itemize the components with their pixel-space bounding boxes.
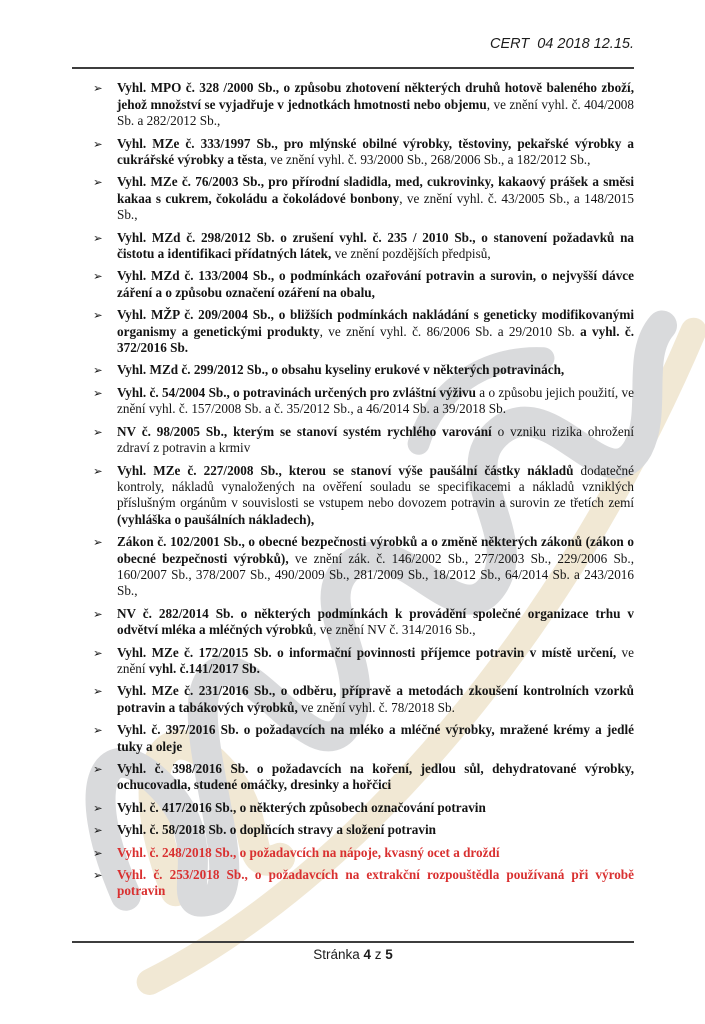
regulation-list [72,80,634,899]
list-item-segment: Vyhl. MZd č. 133/2004 Sb., o podmínkách ozařování potravin a surovin, o nejvyšší dávce záření a o způsobu označení ozáření na obalu, [117,268,634,300]
list-item [72,80,634,129]
arrow-bullet-icon: ➢ [93,81,103,96]
list-item-segment: Vyhl. MZe č. 172/2015 Sb. o informační povinnosti příjemce potravin v místě určení, [117,644,617,660]
list-item-segment: , ve znění vyhl. č. 86/2006 Sb. a 29/2010 Sb. [319,323,581,339]
list-item [72,683,634,716]
list-item-segment: Vyhl. MPO č. 328 /2000 Sb., o způsobu zhotovení některých druhů hotově baleného zboží, jehož množství se vyjadřuje v jednotkách hmotnosti nebo objemu [117,80,634,112]
list-item-segment: Vyhl. MŽP č. 209/2004 Sb., o bližších podmínkách nakládání s geneticky modifikovanými organismy a genetickými produkty [117,307,634,339]
list-item-segment: Vyhl. MZe č. 227/2008 Sb., kterou se stanoví výše paušální částky nákladů [117,462,574,478]
arrow-bullet-icon: ➢ [93,269,103,284]
arrow-bullet-icon: ➢ [93,535,103,550]
list-item-text [117,230,634,263]
list-item-segment: ve znění [117,644,634,676]
list-item-text [117,136,634,169]
arrow-bullet-icon: ➢ [93,823,103,838]
list-item [72,867,634,900]
arrow-bullet-icon: ➢ [93,684,103,699]
list-item-text [117,80,634,129]
list-item-segment: NV č. 282/2014 Sb. o některých podmínkách k provádění společné organizace trhu v odvětví mléka a mléčných výrobků [117,605,634,638]
page-footer-label [313,947,393,962]
list-item-segment: , ve znění vyhl. č. 93/2000 Sb., 268/2006 Sb., a 182/2012 Sb., [263,152,591,168]
list-item-segment: ve znění pozdějších předpisů, [331,246,491,262]
arrow-bullet-icon: ➢ [93,308,103,323]
list-item-segment: Vyhl. MZe č. 231/2016 Sb., o odběru, přípravě a metodách zkoušení kontrolních vzorků potravin a tabákových výrobků, [117,683,634,715]
list-item [72,845,634,861]
list-item [72,362,634,378]
footer-segment: 5 [385,947,393,962]
list-item [72,268,634,301]
arrow-bullet-icon: ➢ [93,645,103,660]
footer-segment: Stránka [313,947,364,962]
list-item-segment: vyhl. č.141/2017 Sb. [148,660,260,676]
list-item-segment: ve znění vyhl. č. 78/2018 Sb. [297,699,455,715]
list-item-segment: o vzniku rizika ohrožení zdraví z potravin a krmiv [117,423,634,456]
arrow-bullet-icon: ➢ [93,230,103,245]
list-item [72,463,634,529]
list-item-text [117,268,634,301]
list-item-segment: Vyhl. MZe č. 333/1997 Sb., pro mlýnské obilné výrobky, těstoviny, pekařské výrobky a cukrářské výrobky a těsta [117,135,634,168]
footer-segment: 4 [363,947,371,962]
arrow-bullet-icon: ➢ [93,175,103,190]
arrow-bullet-icon: ➢ [93,845,103,860]
list-item-text [117,362,634,378]
list-item-text [117,385,634,418]
list-item-segment: Vyhl. MZe č. 76/2003 Sb., pro přírodní sladidla, med, cukrovinky, kakaový prášek a směsi kakaa s cukrem, čokoládu a čokoládové bonbony [117,174,634,206]
list-item [72,800,634,816]
list-item-segment: Vyhl. č. 54/2004 Sb., o potravinách určených pro zvláštní výživu [117,384,476,400]
arrow-bullet-icon: ➢ [93,424,103,439]
arrow-bullet-icon: ➢ [93,385,103,400]
list-item [72,136,634,169]
list-item-segment: Vyhl. č. 398/2016 Sb. o požadavcích na koření, jedlou sůl, dehydratované výrobky, ochucovadla, studené omáčky, dresinky a hořčici [117,761,634,793]
list-item-text [117,606,634,639]
list-item-text [117,800,634,816]
arrow-bullet-icon: ➢ [93,762,103,777]
list-item-text [117,534,634,600]
list-item-text [117,463,634,529]
list-item [72,822,634,838]
list-item-segment: Vyhl. č. 58/2018 Sb. o doplňcích stravy a složení potravin [117,822,436,838]
list-item-segment: (vyhláška o paušálních nákladech), [117,511,315,527]
list-item-segment: Vyhl. č. 253/2018 Sb., o požadavcích na extrakční rozpouštědla používaná při výrobě potravin [117,867,634,899]
list-item-segment: NV č. 98/2005 Sb., kterým se stanoví systém rychlého varování [117,423,492,439]
list-item-text [117,822,634,838]
arrow-bullet-icon: ➢ [93,868,103,883]
list-item [72,307,634,356]
list-item [72,230,634,263]
list-item-segment: , ve znění NV č. 314/2016 Sb., [313,622,476,638]
list-item-segment: Vyhl. č. 397/2016 Sb. o požadavcích na mléko a mléčné výrobky, mražené krémy a jedlé tuky a oleje [117,722,634,754]
arrow-bullet-icon: ➢ [93,800,103,815]
list-item-text [117,645,634,678]
list-item [72,424,634,457]
footer-segment: z [371,947,386,962]
list-item-segment: Vyhl. č. 417/2016 Sb., o některých způsobech označování potravin [117,799,486,815]
list-item [72,606,634,639]
arrow-bullet-icon: ➢ [93,723,103,738]
list-item-segment: dodatečné kontroly, nákladů vynaložených na ověření souladu se specifikacemi a nákladů vzniklých příslušným orgánům v souvislosti se vstupem nebo dovozem potravin a surovin ze třetích zemí [117,462,634,511]
list-item [72,385,634,418]
list-item-text [117,307,634,356]
arrow-bullet-icon: ➢ [93,136,103,151]
list-item [72,174,634,223]
page-footer [72,941,634,962]
list-item-segment: Vyhl. MZd č. 299/2012 Sb., o obsahu kyseliny erukové v některých potravinách, [117,362,565,378]
arrow-bullet-icon: ➢ [93,606,103,621]
list-item-text [117,424,634,457]
list-item-text [117,761,634,794]
list-item-segment: , ve znění vyhl. č. 43/2005 Sb., a 148/2015 Sb., [117,190,634,223]
list-item-segment: Vyhl. č. 248/2018 Sb., o požadavcích na nápoje, kvasný ocet a droždí [117,844,500,860]
list-item-text [117,722,634,755]
list-item-segment: Vyhl. MZd č. 298/2012 Sb. o zrušení vyhl. č. 235 / 2010 Sb., o stanovení požadavků na čistotu a identifikaci přídatných látek, [117,229,634,262]
list-item-segment: Zákon č. 102/2001 Sb., o obecné bezpečnosti výrobků a o změně některých zákonů (zákon o obecné bezpečnosti výrobků), [117,534,634,566]
footer-rule [72,941,634,943]
page-content [72,36,634,906]
arrow-bullet-icon: ➢ [93,463,103,478]
list-item-text [117,845,634,861]
list-item-text [117,867,634,900]
list-item [72,722,634,755]
list-item [72,534,634,600]
header-rule [72,67,634,69]
list-item-segment: a vyhl. č. 372/2016 Sb. [117,323,635,356]
list-item-text [117,174,634,223]
list-item-segment: a o způsobu jejich použití, ve znění vyhl. č. 157/2008 Sb. a č. 35/2012 Sb., a 46/2014 Sb. a 39/2018 Sb. [117,384,634,417]
list-item-segment: , ve znění vyhl. č. 404/2008 Sb. a 282/2012 Sb., [117,96,634,129]
list-item [72,761,634,794]
arrow-bullet-icon: ➢ [93,363,103,378]
list-item-text [117,683,634,716]
list-item [72,645,634,678]
list-item-segment: ve znění zák. č. 146/2002 Sb., 277/2003 Sb., 229/2006 Sb., 160/2007 Sb., 378/2007 Sb., 490/2009 Sb., 281/2009 Sb., 18/2012 Sb., 64/2014 Sb. a 243/2016 Sb., [117,550,634,599]
header-doc-ref: CERT 04 2018 12.15. [489,36,634,52]
